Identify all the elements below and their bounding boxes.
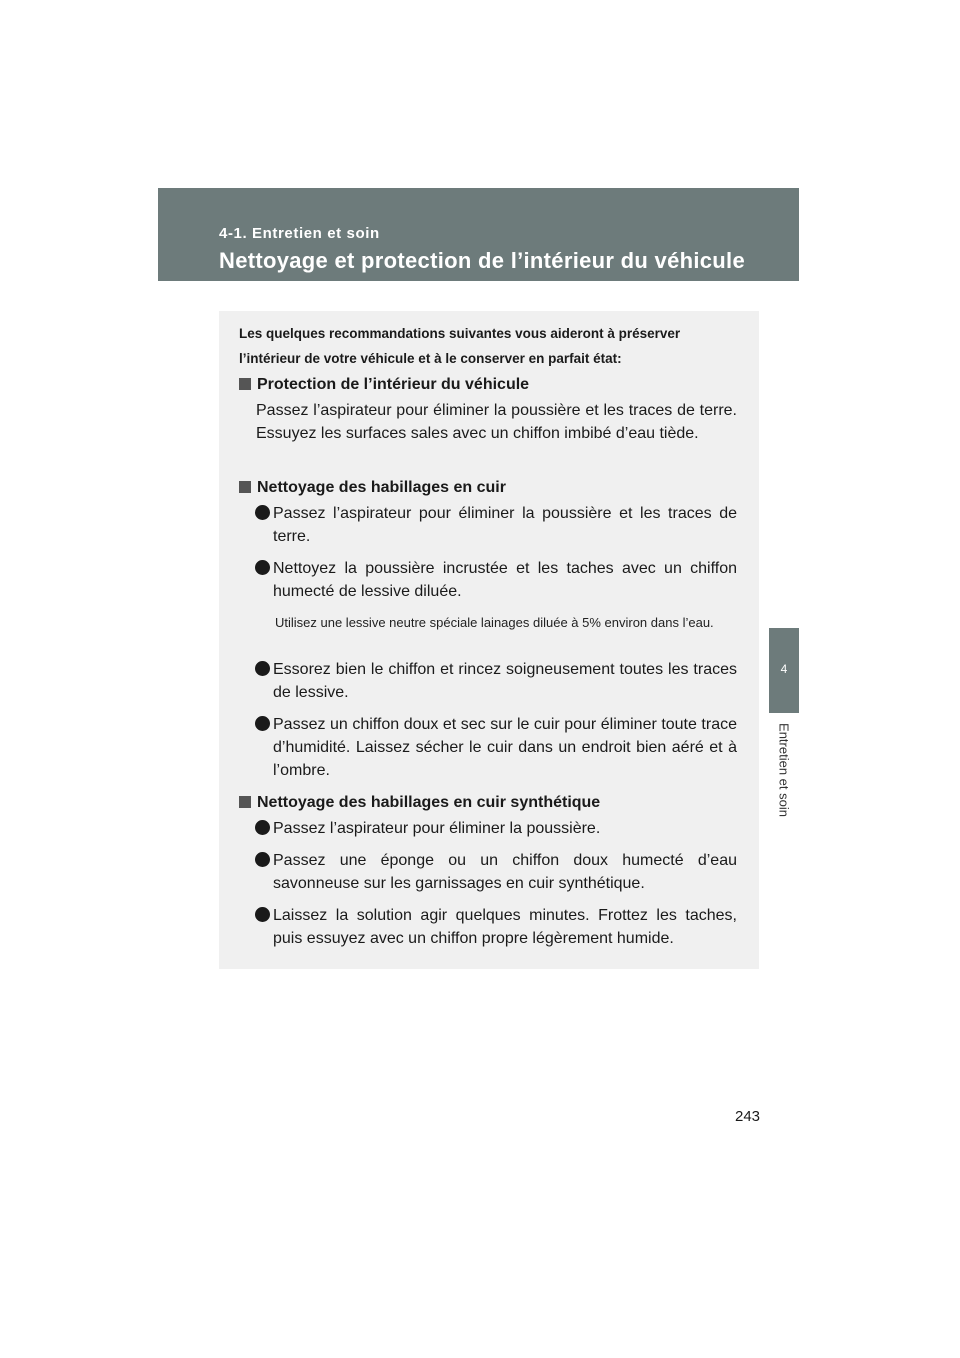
list-item: Nettoyez la poussière incrustée et les taches avec un chiffon humecté de lessive diluée.	[255, 557, 737, 603]
section-header	[158, 188, 799, 281]
list-item: Laissez la solution agir quelques minutes. Frottez les taches, puis essuyez avec un chiffon propre légèrement humide.	[255, 904, 737, 950]
chapter-tab	[769, 628, 799, 713]
heading-synthetic-leather: Nettoyage des habillages en cuir synthétique	[239, 791, 600, 815]
paragraph-protection: Passez l’aspirateur pour éliminer la poussière et les traces de terre. Essuyez les surfaces sales avec un chiffon imbibé d’eau tiède.	[256, 402, 737, 442]
round-bullet-icon	[255, 661, 270, 676]
list-item: Essorez bien le chiffon et rincez soigneusement toutes les traces de lessive.	[255, 658, 737, 704]
heading-protection: Protection de l’intérieur du véhicule	[239, 373, 529, 397]
list-item: Passez l’aspirateur pour éliminer la poussière.	[255, 817, 737, 840]
chapter-label: Entretien et soin	[776, 723, 792, 817]
intro-text: Les quelques recommandations suivantes vous aideront à préserver l’intérieur de votre véhicule et à le conserver en parfait état:	[239, 326, 681, 366]
square-bullet-icon	[239, 378, 251, 390]
square-bullet-icon	[239, 481, 251, 493]
heading-leather: Nettoyage des habillages en cuir	[239, 476, 506, 500]
round-bullet-icon	[255, 505, 270, 520]
round-bullet-icon	[255, 907, 270, 922]
round-bullet-icon	[255, 716, 270, 731]
page-title: Nettoyage et protection de l’intérieur du véhicule	[219, 248, 745, 273]
square-bullet-icon	[239, 796, 251, 808]
section-label: 4-1. Entretien et soin	[219, 225, 380, 242]
leather-note: Utilisez une lessive neutre spéciale lainages diluée à 5% environ dans l’eau.	[275, 615, 714, 630]
content-box	[219, 311, 759, 969]
list-item: Passez une éponge ou un chiffon doux humecté d’eau savonneuse sur les garnissages en cuir synthétique.	[255, 849, 737, 895]
list-item: Passez l’aspirateur pour éliminer la poussière et les traces de terre.	[255, 502, 737, 548]
round-bullet-icon	[255, 820, 270, 835]
chapter-number: 4	[780, 662, 788, 676]
round-bullet-icon	[255, 560, 270, 575]
page-number: 243	[735, 1108, 761, 1125]
round-bullet-icon	[255, 852, 270, 867]
list-item: Passez un chiffon doux et sec sur le cuir pour éliminer toute trace d’humidité. Laissez sécher le cuir dans un endroit bien aéré et à l’ombre.	[255, 713, 737, 782]
